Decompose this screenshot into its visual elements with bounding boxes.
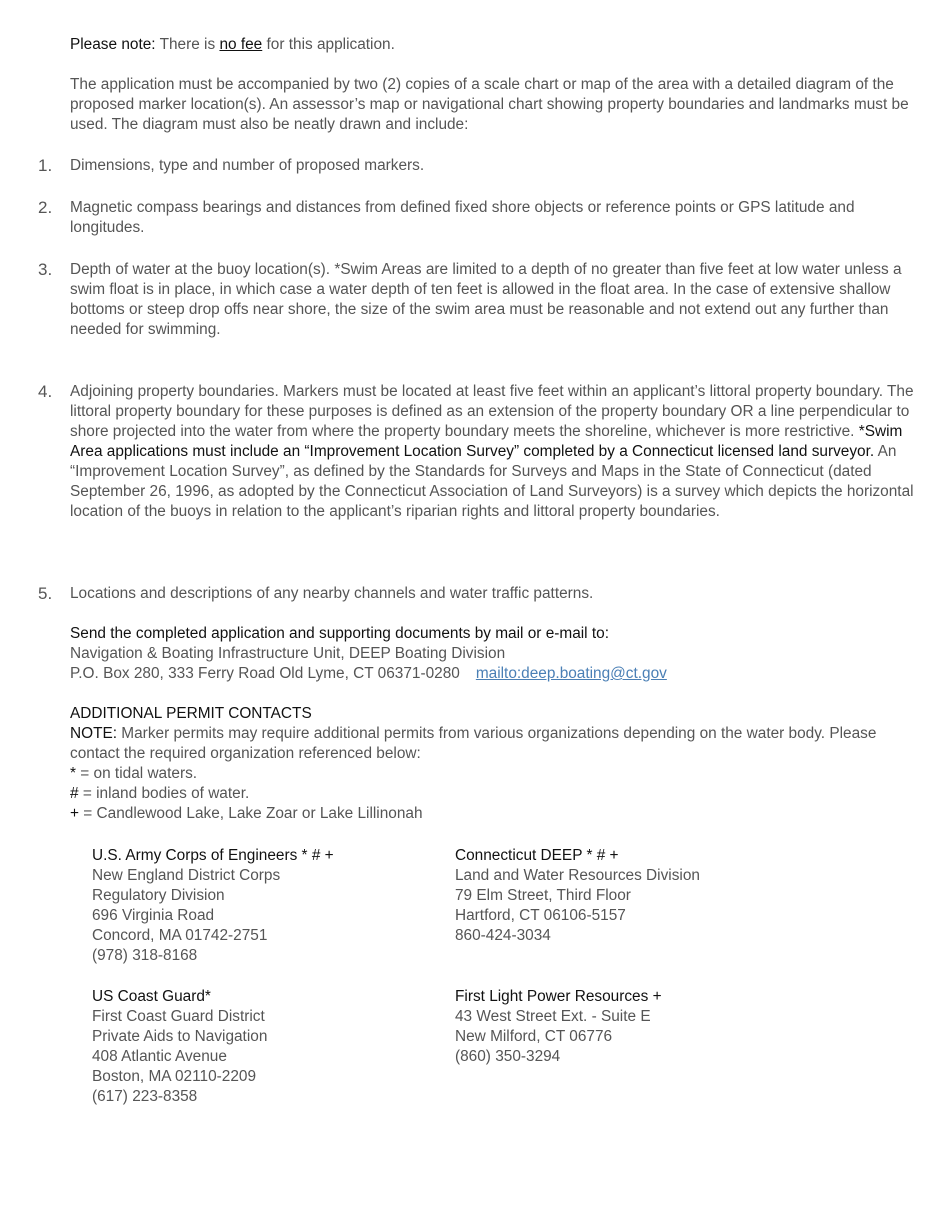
list-item-2: Magnetic compass bearings and distances from defined fixed shore objects or reference points or GPS latitude and longitudes.: [70, 199, 855, 236]
list-item-1: Dimensions, type and number of proposed markers.: [70, 157, 425, 174]
legend-item: [70, 804, 915, 824]
list-item-4-text-c: An “Improvement Location Survey”, as defined by the Standards for Surveys and Maps in the State of Connecticut (dated September 26, 1996, as adopted by the Connecticut Association of Land Surveyors) is a survey which depicts the horizontal location of the buoys in relation to the applicant’s riparian rights and littoral property boundaries.: [70, 443, 914, 520]
fee-note-label: Please note:: [70, 36, 156, 53]
list-item-4-text-a: Adjoining property boundaries. Markers must be located at least five feet within an applicant’s littoral property boundary. The littoral property boundary for these purposes is defined as an extension of the property boundary OR a line perpendicular to shore projected into the water from where the property boundary meets the shoreline, whichever is more restrictive.: [70, 383, 914, 440]
contact-line: (617) 223-8358: [92, 1088, 198, 1105]
additional-note: [70, 724, 915, 764]
list-number-4: 4.: [38, 382, 53, 401]
contact-line: Land and Water Resources Division: [455, 867, 700, 884]
contact-ct-deep: [455, 846, 785, 946]
contact-line: 860-424-3034: [455, 927, 551, 944]
contact-line: Boston, MA 02110-2209: [92, 1068, 256, 1085]
additional-note-label: NOTE:: [70, 725, 118, 742]
contact-line: New Milford, CT 06776: [455, 1028, 613, 1045]
contact-army-corps: [92, 846, 422, 966]
list-number-5: 5.: [38, 584, 53, 603]
contact-line: (860) 350-3294: [455, 1048, 561, 1065]
list-item-3-line2: bottoms or steep drop offs near shore, the size of the swim area must be reasonable and not extend out any further than needed for swimming.: [70, 301, 889, 338]
legend-item: [70, 784, 915, 804]
contact-line: 408 Atlantic Avenue: [92, 1048, 227, 1065]
list-item-3-line1: Depth of water at the buoy location(s). *Swim Areas are limited to a depth of no greater than five feet at low water unless a swim float is in place, in which case a water depth of ten feet is allowed in the float area. In the case of extensive shallow: [70, 261, 902, 298]
list-item-3: [70, 260, 915, 340]
contact-name: U.S. Army Corps of Engineers * # +: [92, 847, 334, 864]
list-item-4-text-b: *Swim Area applications must include an “Improvement Location Survey” completed by a Connecticut licensed land surveyor.: [70, 423, 903, 460]
additional-heading: ADDITIONAL PERMIT CONTACTS: [70, 705, 312, 722]
legend-text: = on tidal waters.: [76, 765, 198, 782]
contact-line: 79 Elm Street, Third Floor: [455, 887, 631, 904]
list-item-4: [70, 382, 915, 522]
contact-first-light: [455, 987, 785, 1067]
list-number-1: 1.: [38, 156, 53, 175]
send-address: P.O. Box 280, 333 Ferry Road Old Lyme, CT 06371-0280: [70, 665, 460, 682]
fee-note-text-after: for this application.: [262, 36, 395, 53]
legend-item: [70, 764, 915, 784]
fee-note-emphasis: no fee: [219, 36, 263, 53]
contact-name: Connecticut DEEP * # +: [455, 847, 619, 864]
contact-coast-guard: [92, 987, 422, 1107]
send-address-line: [70, 664, 915, 684]
legend-text: = Candlewood Lake, Lake Zoar or Lake Lillinonah: [79, 805, 423, 822]
contact-line: 696 Virginia Road: [92, 907, 215, 924]
send-unit: Navigation & Boating Infrastructure Unit, DEEP Boating Division: [70, 645, 506, 662]
fee-note-text-before: There is: [155, 36, 220, 53]
contact-line: Concord, MA 01742-2751: [92, 927, 268, 944]
contact-line: (978) 318-8168: [92, 947, 198, 964]
list-item-5: Locations and descriptions of any nearby channels and water traffic patterns.: [70, 585, 594, 602]
contact-line: 43 West Street Ext. - Suite E: [455, 1008, 651, 1025]
intro-paragraph: The application must be accompanied by two (2) copies of a scale chart or map of the area with a detailed diagram of the proposed marker location(s). An assessor’s map or navigational chart showing property boundaries and landmarks must be used. The diagram must also be neatly drawn and include:: [70, 76, 909, 133]
legend-text: = inland bodies of water.: [78, 785, 250, 802]
fee-note: [70, 35, 915, 55]
additional-note-text: Marker permits may require additional permits from various organizations depending on the water body. Please contact the required organization referenced below:: [70, 725, 877, 762]
legend-symbol: *: [70, 765, 76, 782]
list-number-3: 3.: [38, 260, 53, 279]
email-link[interactable]: mailto:deep.boating@ct.gov: [475, 665, 667, 682]
send-heading: Send the completed application and supporting documents by mail or e-mail to:: [70, 625, 609, 642]
contact-line: New England District Corps: [92, 867, 281, 884]
contact-name: First Light Power Resources +: [455, 988, 662, 1005]
additional-section: [70, 704, 915, 824]
legend-symbol: +: [70, 805, 79, 822]
list-number-2: 2.: [38, 198, 53, 217]
legend-symbol: #: [70, 785, 79, 802]
contact-line: Private Aids to Navigation: [92, 1028, 268, 1045]
contact-line: First Coast Guard District: [92, 1008, 265, 1025]
contact-line: Regulatory Division: [92, 887, 225, 904]
contact-line: Hartford, CT 06106-5157: [455, 907, 626, 924]
contact-name: US Coast Guard*: [92, 988, 211, 1005]
send-section: [70, 624, 915, 684]
